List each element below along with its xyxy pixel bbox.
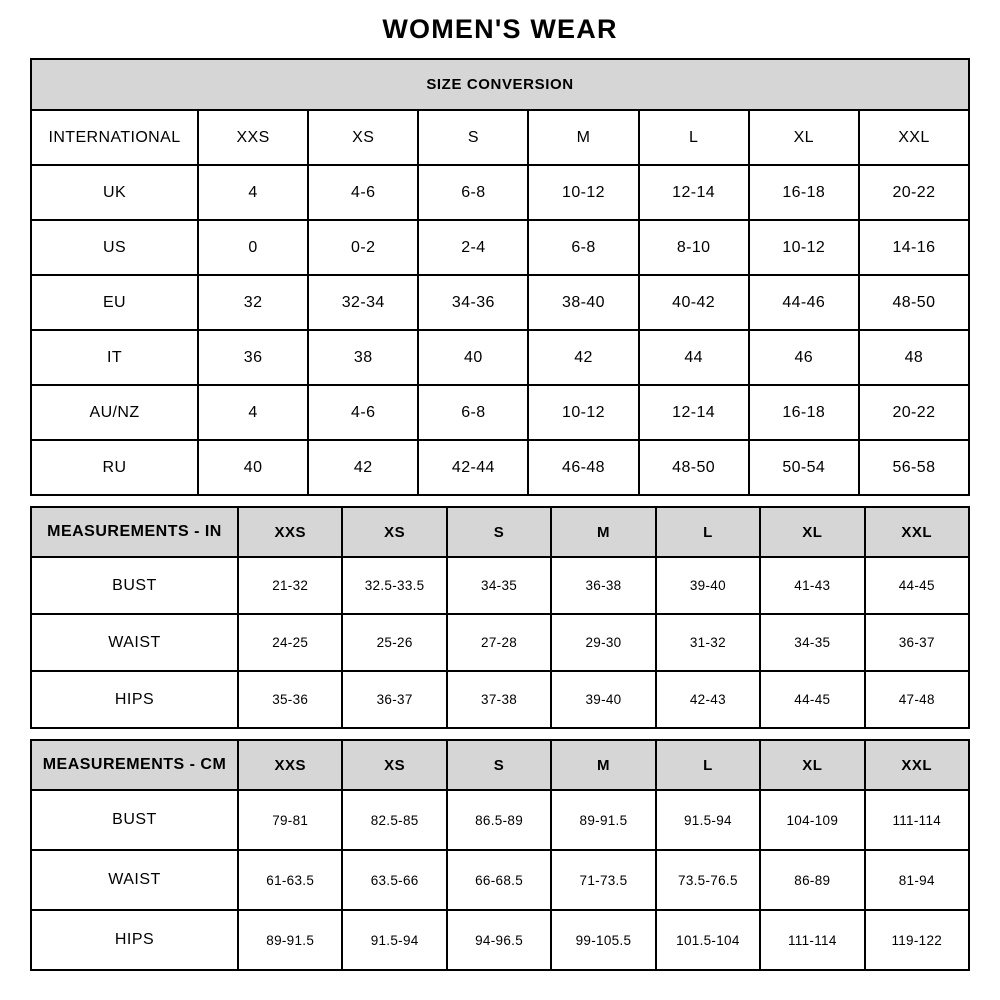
meas-cm-value-cell: 101.5-104 xyxy=(656,910,760,970)
conv-value-cell: 34-36 xyxy=(418,275,528,330)
conv-column-size: XXS xyxy=(198,110,308,165)
conv-value-cell: 48-50 xyxy=(859,275,969,330)
meas-in-value-cell: 47-48 xyxy=(865,671,969,728)
meas-cm-value-cell: 111-114 xyxy=(865,790,969,850)
meas-cm-value-cell: 79-81 xyxy=(238,790,342,850)
meas-in-body xyxy=(31,557,969,728)
conv-value-cell: 44-46 xyxy=(749,275,859,330)
meas-cm-size-header: XXL xyxy=(865,740,969,790)
meas-in-value-cell: 39-40 xyxy=(656,557,760,614)
meas-in-size-header: L xyxy=(656,507,760,557)
meas-in-value-cell: 29-30 xyxy=(551,614,655,671)
meas-cm-value-cell: 89-91.5 xyxy=(238,910,342,970)
conv-value-cell: 48-50 xyxy=(639,440,749,495)
meas-cm-row-label: HIPS xyxy=(31,910,238,970)
conv-columns-row xyxy=(31,110,969,165)
conv-value-cell: 6-8 xyxy=(528,220,638,275)
conv-value-cell: 20-22 xyxy=(859,165,969,220)
conv-value-cell: 0-2 xyxy=(308,220,418,275)
conv-row-eu xyxy=(31,275,969,330)
meas-cm-size-header: XL xyxy=(760,740,864,790)
conv-value-cell: 6-8 xyxy=(418,165,528,220)
conv-value-cell: 36 xyxy=(198,330,308,385)
meas-in-row-hips xyxy=(31,671,969,728)
meas-cm-row-hips xyxy=(31,910,969,970)
conv-value-cell: 4 xyxy=(198,165,308,220)
meas-cm-value-cell: 66-68.5 xyxy=(447,850,551,910)
meas-cm-value-cell: 89-91.5 xyxy=(551,790,655,850)
meas-in-value-cell: 36-37 xyxy=(342,671,446,728)
meas-in-value-cell: 27-28 xyxy=(447,614,551,671)
meas-in-value-cell: 39-40 xyxy=(551,671,655,728)
conv-value-cell: 12-14 xyxy=(639,385,749,440)
meas-cm-value-cell: 82.5-85 xyxy=(342,790,446,850)
meas-in-value-cell: 42-43 xyxy=(656,671,760,728)
size-conversion-banner-row xyxy=(31,59,969,110)
conv-row-label: RU xyxy=(31,440,198,495)
meas-cm-row-bust xyxy=(31,790,969,850)
conv-value-cell: 10-12 xyxy=(749,220,859,275)
conv-column-size: M xyxy=(528,110,638,165)
conv-value-cell: 32 xyxy=(198,275,308,330)
conv-value-cell: 10-12 xyxy=(528,165,638,220)
meas-in-size-header: XXL xyxy=(865,507,969,557)
conv-value-cell: 38-40 xyxy=(528,275,638,330)
conv-value-cell: 32-34 xyxy=(308,275,418,330)
meas-in-value-cell: 36-38 xyxy=(551,557,655,614)
conv-value-cell: 56-58 xyxy=(859,440,969,495)
meas-cm-value-cell: 111-114 xyxy=(760,910,864,970)
meas-cm-row-waist xyxy=(31,850,969,910)
meas-in-value-cell: 44-45 xyxy=(760,671,864,728)
meas-in-row-waist xyxy=(31,614,969,671)
meas-cm-value-cell: 81-94 xyxy=(865,850,969,910)
conv-column-size: L xyxy=(639,110,749,165)
meas-cm-value-cell: 73.5-76.5 xyxy=(656,850,760,910)
meas-cm-value-cell: 94-96.5 xyxy=(447,910,551,970)
meas-in-value-cell: 44-45 xyxy=(865,557,969,614)
conv-row-label: EU xyxy=(31,275,198,330)
meas-cm-value-cell: 104-109 xyxy=(760,790,864,850)
measurements-in-table xyxy=(30,506,970,729)
meas-cm-size-header: L xyxy=(656,740,760,790)
conv-column-size: XL xyxy=(749,110,859,165)
size-conversion-header: SIZE CONVERSION xyxy=(31,59,969,110)
meas-cm-value-cell: 99-105.5 xyxy=(551,910,655,970)
conv-value-cell: 50-54 xyxy=(749,440,859,495)
conv-column-size: S xyxy=(418,110,528,165)
meas-cm-size-header: M xyxy=(551,740,655,790)
meas-cm-row-label: WAIST xyxy=(31,850,238,910)
conv-row-au-nz xyxy=(31,385,969,440)
conv-column-size: XXL xyxy=(859,110,969,165)
meas-cm-header-row xyxy=(31,740,969,790)
meas-cm-value-cell: 61-63.5 xyxy=(238,850,342,910)
conv-value-cell: 8-10 xyxy=(639,220,749,275)
conv-row-it xyxy=(31,330,969,385)
meas-in-size-header: M xyxy=(551,507,655,557)
meas-cm-value-cell: 119-122 xyxy=(865,910,969,970)
conv-value-cell: 12-14 xyxy=(639,165,749,220)
measurements-cm-table xyxy=(30,739,970,971)
conv-row-uk xyxy=(31,165,969,220)
meas-in-value-cell: 25-26 xyxy=(342,614,446,671)
conv-value-cell: 20-22 xyxy=(859,385,969,440)
meas-in-value-cell: 34-35 xyxy=(760,614,864,671)
meas-in-value-cell: 24-25 xyxy=(238,614,342,671)
conv-value-cell: 46 xyxy=(749,330,859,385)
conv-value-cell: 4 xyxy=(198,385,308,440)
conv-value-cell: 42-44 xyxy=(418,440,528,495)
conv-value-cell: 42 xyxy=(528,330,638,385)
conv-value-cell: 42 xyxy=(308,440,418,495)
conv-value-cell: 16-18 xyxy=(749,165,859,220)
meas-in-value-cell: 36-37 xyxy=(865,614,969,671)
meas-in-value-cell: 32.5-33.5 xyxy=(342,557,446,614)
conv-value-cell: 40 xyxy=(198,440,308,495)
meas-cm-size-header: XS xyxy=(342,740,446,790)
conv-value-cell: 38 xyxy=(308,330,418,385)
meas-cm-value-cell: 63.5-66 xyxy=(342,850,446,910)
conv-row-label: IT xyxy=(31,330,198,385)
conv-value-cell: 46-48 xyxy=(528,440,638,495)
meas-in-value-cell: 35-36 xyxy=(238,671,342,728)
meas-in-value-cell: 31-32 xyxy=(656,614,760,671)
meas-cm-size-header: S xyxy=(447,740,551,790)
size-conversion-body xyxy=(31,110,969,495)
meas-in-row-label: BUST xyxy=(31,557,238,614)
meas-in-size-header: XS xyxy=(342,507,446,557)
meas-in-header-row xyxy=(31,507,969,557)
page-title: WOMEN'S WEAR xyxy=(382,14,618,44)
conv-row-label: AU/NZ xyxy=(31,385,198,440)
meas-in-value-cell: 41-43 xyxy=(760,557,864,614)
meas-cm-size-header: XXS xyxy=(238,740,342,790)
conv-value-cell: 4-6 xyxy=(308,165,418,220)
meas-in-value-cell: 34-35 xyxy=(447,557,551,614)
meas-in-size-header: S xyxy=(447,507,551,557)
conv-value-cell: 0 xyxy=(198,220,308,275)
meas-cm-value-cell: 86.5-89 xyxy=(447,790,551,850)
size-conversion-table xyxy=(30,58,970,496)
meas-cm-title: MEASUREMENTS - CM xyxy=(31,740,238,790)
meas-cm-row-label: BUST xyxy=(31,790,238,850)
meas-cm-value-cell: 91.5-94 xyxy=(342,910,446,970)
meas-in-size-header: XL xyxy=(760,507,864,557)
meas-in-row-label: WAIST xyxy=(31,614,238,671)
conv-value-cell: 2-4 xyxy=(418,220,528,275)
conv-value-cell: 48 xyxy=(859,330,969,385)
meas-cm-body xyxy=(31,790,969,970)
conv-value-cell: 16-18 xyxy=(749,385,859,440)
meas-in-row-label: HIPS xyxy=(31,671,238,728)
conv-value-cell: 6-8 xyxy=(418,385,528,440)
meas-cm-value-cell: 91.5-94 xyxy=(656,790,760,850)
conv-value-cell: 40-42 xyxy=(639,275,749,330)
meas-in-title: MEASUREMENTS - IN xyxy=(31,507,238,557)
conv-row-ru xyxy=(31,440,969,495)
meas-cm-value-cell: 86-89 xyxy=(760,850,864,910)
conv-value-cell: 14-16 xyxy=(859,220,969,275)
conv-value-cell: 10-12 xyxy=(528,385,638,440)
meas-in-row-bust xyxy=(31,557,969,614)
meas-in-value-cell: 21-32 xyxy=(238,557,342,614)
conv-row-us xyxy=(31,220,969,275)
meas-cm-value-cell: 71-73.5 xyxy=(551,850,655,910)
meas-in-size-header: XXS xyxy=(238,507,342,557)
conv-column-label: INTERNATIONAL xyxy=(31,110,198,165)
meas-in-value-cell: 37-38 xyxy=(447,671,551,728)
conv-value-cell: 44 xyxy=(639,330,749,385)
conv-column-size: XS xyxy=(308,110,418,165)
conv-row-label: UK xyxy=(31,165,198,220)
conv-row-label: US xyxy=(31,220,198,275)
conv-value-cell: 4-6 xyxy=(308,385,418,440)
conv-value-cell: 40 xyxy=(418,330,528,385)
